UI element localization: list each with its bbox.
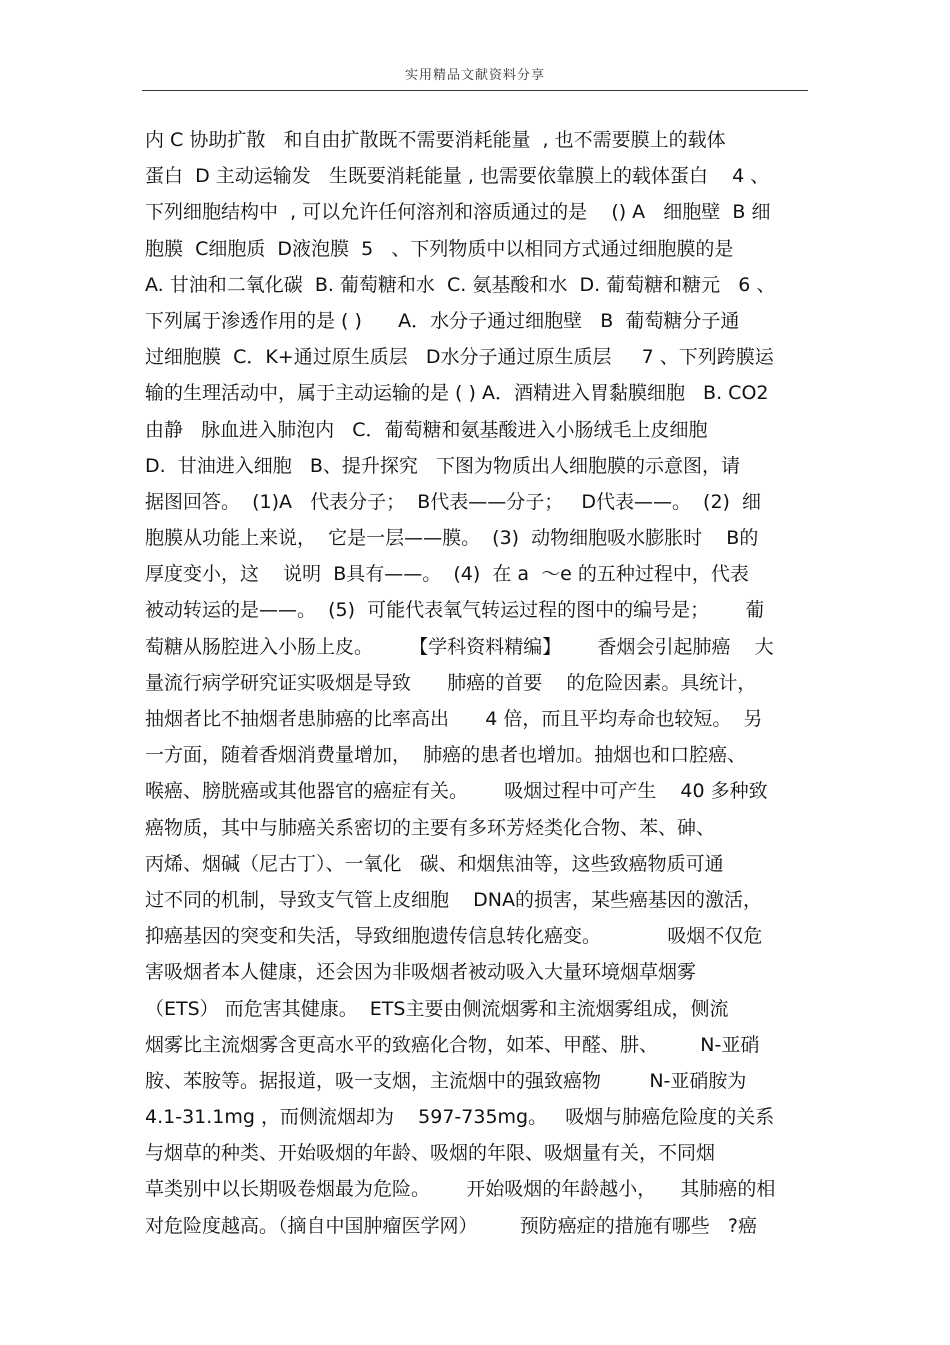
text-line: 一方面，随着香烟消费量增加， 肺癌的患者也增加。抽烟也和口腔癌、 — [145, 744, 747, 767]
text-line: 输的生理活动中，属于主动运输的是 ( ) A．酒精进入胃黏膜细胞 B. CO2 — [145, 382, 769, 405]
text-line: 胺、苯胺等。据报道，吸一支烟，主流烟中的强致癌物 N-亚硝胺为 — [145, 1069, 747, 1092]
text-line: 癌物质，其中与肺癌关系密切的主要有多环芳烃类化合物、苯、砷、 — [145, 816, 716, 839]
text-line: 胞膜从功能上来说， 它是一层——膜。 (3) 动物细胞吸水膨胀时 B的 — [145, 527, 759, 550]
text-line: 被动转运的是——。 (5) 可能代表氧气转运过程的图中的编号是； 葡 — [145, 599, 765, 622]
text-line: 与烟草的种类、开始吸烟的年龄、吸烟的年限、吸烟量有关，不同烟 — [145, 1142, 716, 1165]
text-line: 对危险度越高。（摘自中国肿瘤医学网） 预防癌症的措施有哪些 ?癌 — [145, 1214, 757, 1237]
text-line: 4.1-31.1mg ，而侧流烟却为 597-735mg。 吸烟与肺癌危险度的关系 — [145, 1106, 775, 1129]
text-line: A. 甘油和二氧化碳 B. 葡萄糖和水 C. 氨基酸和水 D. 葡萄糖和糖元 6 、 — [145, 273, 776, 296]
text-line: 厚度变小，这 说明 B具有——。 (4) 在 a ～e 的五种过程中，代表 — [145, 563, 749, 586]
text-line: 量流行病学研究证实吸烟是导致 肺癌的首要 的危险因素。具统计， — [145, 671, 757, 694]
page-header: 实用精品文献资料分享 — [404, 68, 545, 83]
text-line: 喉癌、膀胱癌或其他器官的癌症有关。 吸烟过程中可产生 40 多种致 — [145, 780, 768, 803]
text-line: 下列属于渗透作用的是 ( ) A．水分子通过细胞壁 B 葡萄糖分子通 — [145, 309, 740, 332]
text-line: 内 C 协助扩散 和自由扩散既不需要消耗能量 , 也不需要膜上的载体 — [145, 129, 726, 151]
text-line: 丙烯、烟碱（尼古丁）、一氧化 碳、和烟焦油等，这些致癌物质可通 — [145, 852, 724, 875]
text-line: 抑癌基因的突变和失活，导致细胞遗传信息转化癌变。 吸烟不仅危 — [145, 925, 763, 948]
header-divider — [142, 90, 808, 91]
text-line: 草类别中以长期吸卷烟最为危险。 开始吸烟的年龄越小， 其肺癌的相 — [145, 1178, 776, 1201]
text-line: 过细胞膜 C．K+通过原生质层 D水分子通过原生质层 7 、下列跨膜运 — [145, 346, 774, 369]
text-line: D. 甘油进入细胞 B、提升探究 下图为物质出人细胞膜的示意图，请 — [145, 454, 741, 477]
text-line: 抽烟者比不抽烟者患肺癌的比率高出 4 倍，而且平均寿命也较短。 另 — [145, 708, 763, 730]
text-line: （ETS） 而危害其健康。 ETS主要由侧流烟雾和主流烟雾组成，侧流 — [145, 997, 729, 1020]
text-line: 害吸烟者本人健康，还会因为非吸烟者被动吸入大量环境烟草烟雾 — [145, 961, 697, 984]
text-line: 下列细胞结构中 , 可以允许任何溶剂和溶质通过的是 () A 细胞壁 B 细 — [145, 201, 771, 224]
text-line: 蛋白 D 主动运输发 生既要消耗能量 , 也需要依靠膜上的载体蛋白 4 、 — [145, 165, 770, 188]
text-line: 胞膜 C细胞质 D液泡膜 5 、下列物质中以相同方式通过细胞膜的是 — [145, 237, 734, 260]
text-line: 过不同的机制，导致支气管上皮细胞 DNA的损害，某些癌基因的激活， — [145, 888, 763, 911]
text-line: 烟雾比主流烟雾含更高水平的致癌化合物，如苯、甲醛、肼、 N-亚硝 — [145, 1033, 760, 1056]
document-body — [145, 122, 825, 1244]
text-line: 萄糖从肠腔进入小肠上皮。 【学科资料精编】 香烟会引起肺癌 大 — [145, 635, 774, 658]
text-line: 据图回答。 (1)A 代表分子； B代表——分子； D代表——。 (2) 细 — [145, 490, 762, 513]
text-line: 由静 脉血进入肺泡内 C．葡萄糖和氨基酸进入小肠绒毛上皮细胞 — [145, 418, 708, 441]
